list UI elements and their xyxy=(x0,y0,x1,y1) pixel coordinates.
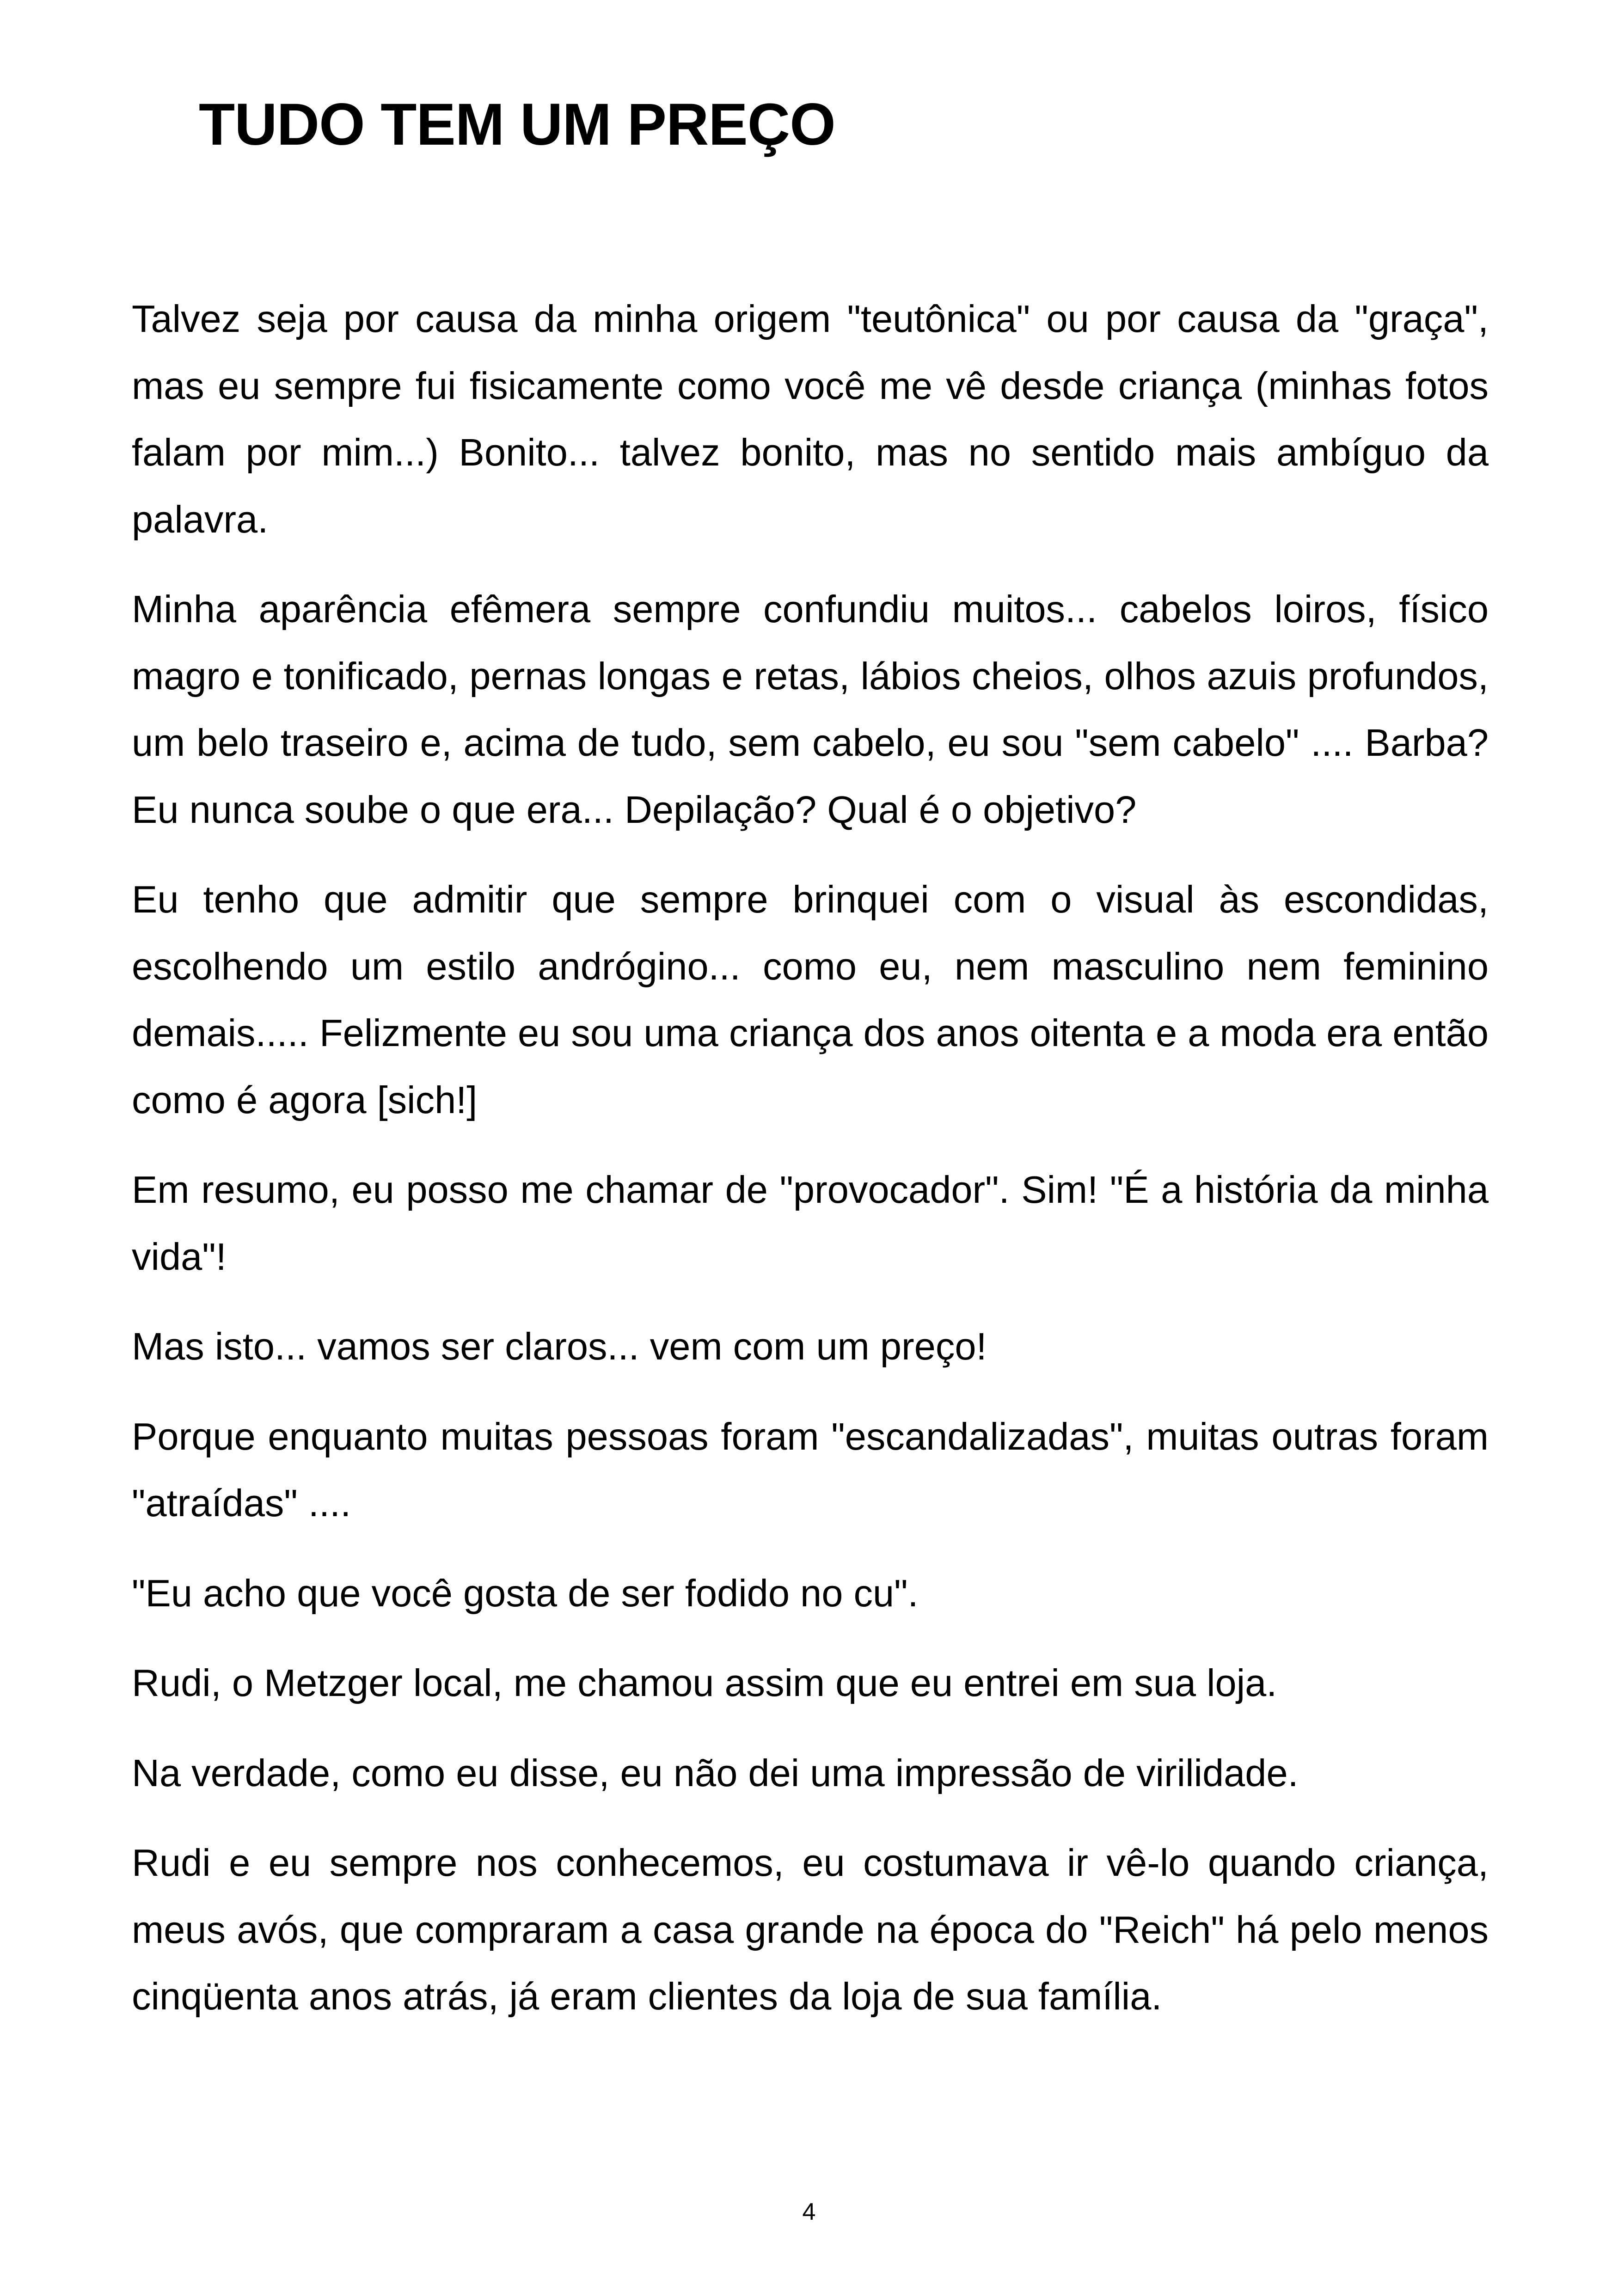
paragraph: Minha aparência efêmera sempre confundiu muitos... cabelos loiros, físico magro e tonificado, pernas longas e retas, lábios cheios, olhos azuis profundos, um belo traseiro e, acima de tudo, sem cabelo, eu sou "sem cabelo" .... Barba? Eu nunca soube o que era... Depilação? Qual é o objetivo? xyxy=(132,588,1489,831)
paragraph: Rudi, o Metzger local, me chamou assim que eu entrei em sua loja. xyxy=(132,1661,1277,1704)
body-text xyxy=(132,286,1489,2053)
paragraph: Porque enquanto muitas pessoas foram "escandalizadas", muitas outras foram "atraídas" .... xyxy=(132,1414,1489,1525)
paragraph: Rudi e eu sempre nos conhecemos, eu costumava ir vê-lo quando criança, meus avós, que compraram a casa grande na época do "Reich" há pelo menos cinqüenta anos atrás, já eram clientes da loja de sua família. xyxy=(132,1841,1489,2018)
paragraph: "Eu acho que você gosta de ser fodido no cu". xyxy=(132,1571,919,1615)
paragraph: Mas isto... vamos ser claros... vem com um preço! xyxy=(132,1325,987,1368)
paragraph: Na verdade, como eu disse, eu não dei uma impressão de virilidade. xyxy=(132,1751,1299,1794)
page-number: 4 xyxy=(802,2198,816,2225)
paragraph: Eu tenho que admitir que sempre brinquei com o visual às escondidas, escolhendo um estilo andrógino... como eu, nem masculino nem feminino demais..... Felizmente eu sou uma criança dos anos oitenta e a moda era então como é agora [sich!] xyxy=(132,878,1489,1121)
paragraph: Talvez seja por causa da minha origem "teutônica" ou por causa da "graça", mas eu sempre fui fisicamente como você me vê desde criança (minhas fotos falam por mim...) Bonito... talvez bonito, mas no sentido mais ambíguo da palavra. xyxy=(132,297,1489,541)
paragraph: Em resumo, eu posso me chamar de "provocador". Sim! "É a história da minha vida"! xyxy=(132,1168,1489,1278)
page-title: TUDO TEM UM PREÇO xyxy=(199,92,835,158)
